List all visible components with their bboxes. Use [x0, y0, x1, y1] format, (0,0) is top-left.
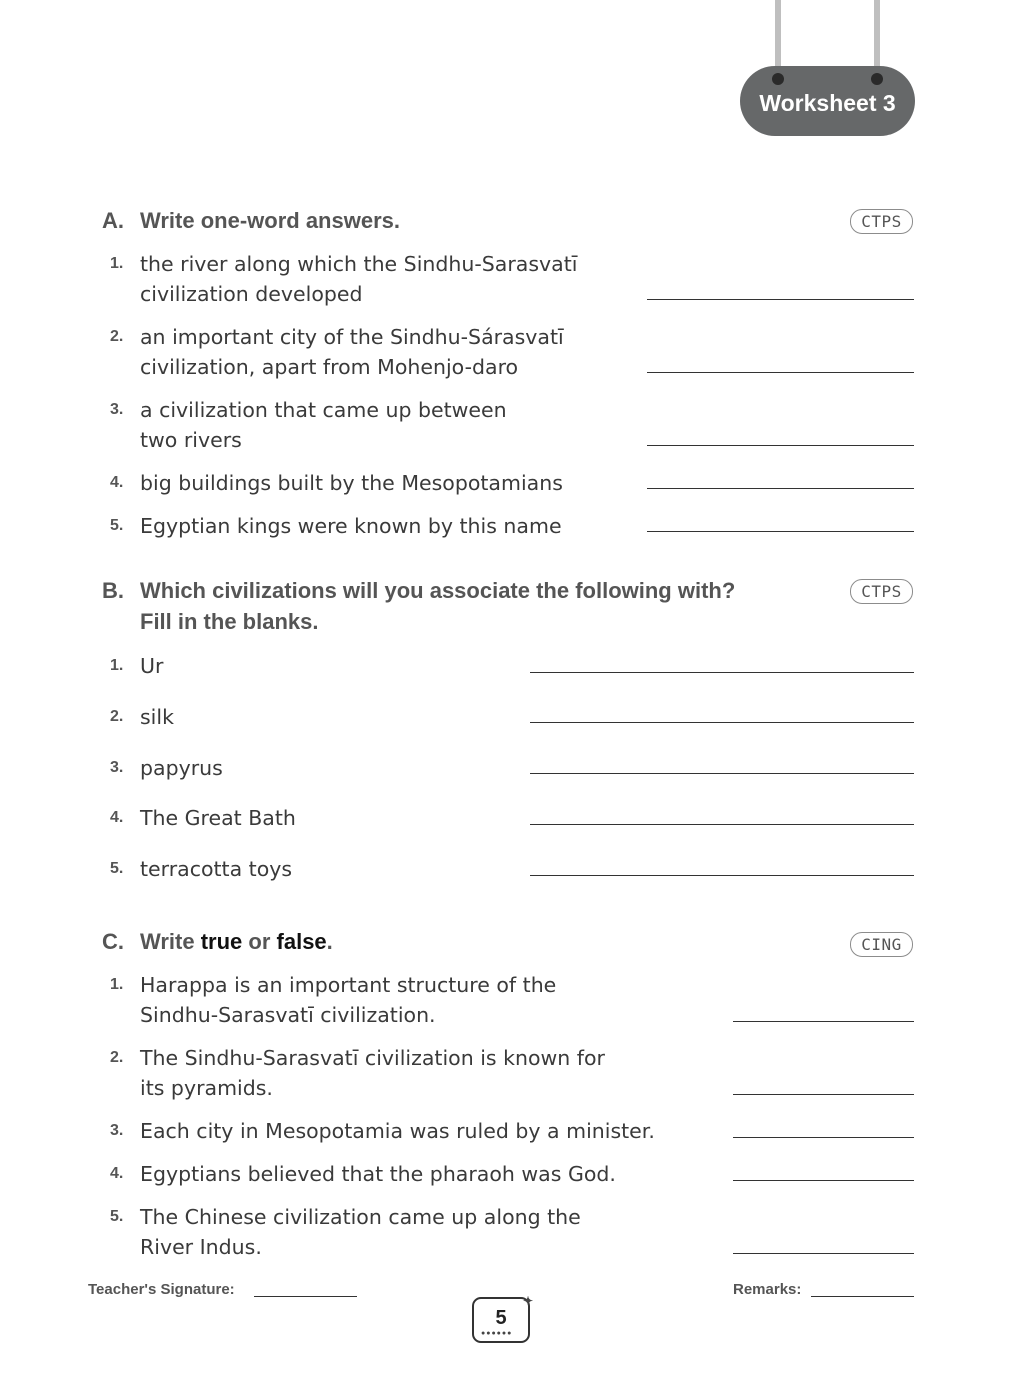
tag-hole-icon — [871, 73, 883, 85]
dots-icon: ●●●●●● — [481, 1330, 513, 1337]
ctps-badge: CTPS — [850, 579, 913, 604]
section-b-question-3: 3. papyrus — [110, 756, 223, 780]
answer-blank-a2[interactable] — [647, 372, 914, 373]
answer-blank-b5[interactable] — [530, 875, 914, 876]
section-b-heading: B. Which civilizations will you associate the following with? Fill in the blanks. — [102, 578, 736, 634]
answer-blank-a4[interactable] — [647, 488, 914, 489]
remarks-label: Remarks: — [733, 1281, 802, 1298]
teacher-signature-label: Teacher's Signature: — [88, 1281, 235, 1298]
answer-blank-b4[interactable] — [530, 824, 914, 825]
section-c-question-1: 1. Harappa is an important structure of the Sindhu-Sarasvatī civilization. — [110, 973, 557, 1027]
section-a-question-3: 3. a civilization that came up between two rivers — [110, 398, 507, 452]
remarks-blank[interactable] — [811, 1296, 914, 1297]
teacher-signature-blank[interactable] — [254, 1296, 357, 1297]
section-b-question-1: 1. Ur — [110, 654, 164, 678]
star-icon: ✦ — [522, 1294, 533, 1308]
section-b-question-4: 4. The Great Bath — [110, 806, 296, 830]
answer-blank-c3[interactable] — [733, 1137, 914, 1138]
section-c-heading: C. Write true or false. — [102, 929, 333, 954]
answer-blank-a3[interactable] — [647, 445, 914, 446]
page-number-badge — [472, 1294, 533, 1343]
answer-blank-a1[interactable] — [647, 299, 914, 300]
answer-blank-c4[interactable] — [733, 1180, 914, 1181]
section-a-heading: A. Write one-word answers. — [102, 208, 400, 233]
section-c-question-2: 2. The Sindhu-Sarasvatī civilization is known for its pyramids. — [110, 1046, 605, 1100]
answer-blank-c5[interactable] — [733, 1253, 914, 1254]
page-number: 5 — [495, 1307, 507, 1329]
worksheet-tag — [740, 66, 915, 136]
ctps-badge: CTPS — [850, 209, 913, 234]
section-b-question-2: 2. silk — [110, 705, 174, 729]
section-c-question-4: 4. Egyptians believed that the pharaoh was God. — [110, 1162, 616, 1186]
section-a-question-4: 4. big buildings built by the Mesopotamians — [110, 471, 563, 495]
hanger-string-left — [775, 0, 781, 74]
worksheet-title: Worksheet 3 — [759, 89, 896, 116]
section-a-question-2: 2. an important city of the Sindhu-Sárasvatī civilization, apart from Mohenjo-daro — [110, 325, 564, 379]
answer-blank-b3[interactable] — [530, 773, 914, 774]
answer-blank-c2[interactable] — [733, 1094, 914, 1095]
answer-blank-a5[interactable] — [647, 531, 914, 532]
cing-badge: CING — [850, 932, 913, 957]
answer-blank-b1[interactable] — [530, 672, 914, 673]
section-c-question-5: 5. The Chinese civilization came up along the River Indus. — [110, 1205, 581, 1259]
section-c-question-3: 3. Each city in Mesopotamia was ruled by a minister. — [110, 1119, 655, 1143]
section-b-question-5: 5. terracotta toys — [110, 857, 293, 881]
section-a-question-5: 5. Egyptian kings were known by this name — [110, 514, 562, 538]
hanger-string-right — [874, 0, 880, 74]
tag-hole-icon — [772, 73, 784, 85]
answer-blank-c1[interactable] — [733, 1021, 914, 1022]
section-a-question-1: 1. the river along which the Sindhu-Sarasvatī civilization developed — [110, 252, 578, 306]
answer-blank-b2[interactable] — [530, 722, 914, 723]
